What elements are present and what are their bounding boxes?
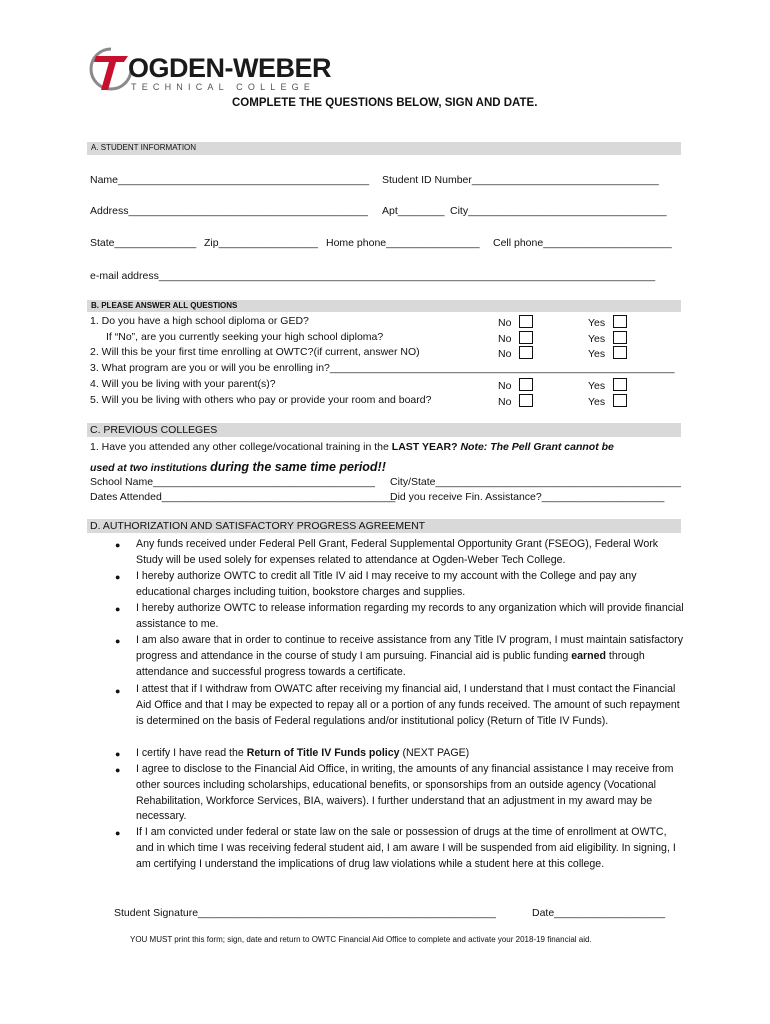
no-label: No <box>498 317 512 329</box>
bullet-icon: ● <box>115 765 121 775</box>
yes-label: Yes <box>588 333 606 345</box>
q1b-yes <box>588 331 627 345</box>
address-field[interactable]: Address_________________________________________ <box>90 205 368 217</box>
section-b-header <box>87 300 681 312</box>
question-3[interactable]: 3. What program are you or will you be enrolling in?___________________________________________________________ <box>90 362 675 374</box>
agreement-item-4 <box>136 633 684 680</box>
student-signature-field[interactable]: Student Signature___________________________________________________ <box>114 907 496 919</box>
q4-no <box>498 378 533 392</box>
signature-date-field[interactable]: Date___________________ <box>532 907 666 919</box>
q5-no-checkbox[interactable] <box>519 394 533 407</box>
yes-label: Yes <box>588 348 606 360</box>
q2-no-checkbox[interactable] <box>519 346 533 359</box>
home-phone-field[interactable]: Home phone________________ <box>326 237 480 249</box>
bullet-icon: ● <box>115 604 121 614</box>
q5-no <box>498 394 533 408</box>
agreement-item-8: If I am convicted under federal or state law on the sale or possession of drugs at the time of enrollment at OWTC, and in which time I was receiving federal student aid, I am aware I will be suspended from aid eligibility. In signing, I am certifying I understand the implications of drug law violations while a student here at this college. <box>136 826 676 870</box>
yes-label: Yes <box>588 380 606 392</box>
q5-yes <box>588 394 627 408</box>
no-label: No <box>498 380 512 392</box>
bullet-icon: ● <box>115 828 121 838</box>
state-field[interactable]: State______________ <box>90 237 197 249</box>
question-4: 4. Will you be living with your parent(s)? <box>90 378 276 390</box>
logo-brand-line2: TECHNICAL COLLEGE <box>131 82 316 92</box>
q4-yes-checkbox[interactable] <box>613 378 627 391</box>
city-field[interactable]: City__________________________________ <box>450 205 667 217</box>
bullet-icon: ● <box>115 636 121 646</box>
page-title: COMPLETE THE QUESTIONS BELOW, SIGN AND DATE. <box>232 97 538 109</box>
yes-label: Yes <box>588 396 606 408</box>
bullet-icon: ● <box>115 540 121 550</box>
bullet-icon: ● <box>115 749 121 759</box>
section-a-header <box>87 142 681 155</box>
agreement-item-3: I hereby authorize OWTC to release information regarding my records to any organization which will provide financial assistance to me. <box>136 602 684 630</box>
agreement-item-5: I attest that if I withdraw from OWATC after receiving my financial aid, I understand that I must contact the Financial Aid Office and that I may be expected to repay all or a portion of any funds received. The amount of such repayment is determined on the basis of Federal regulations and/or institutional policy (Return of Title IV Funds). <box>136 683 680 727</box>
q1b-no <box>498 331 533 345</box>
pc-last-year: LAST YEAR? <box>391 441 458 453</box>
agreement-item-7: I agree to disclose to the Financial Aid Office, in writing, the amounts of any financial assistance I may receive from other sources including scholarships, educational benefits, or sponsorships from an outside agency (Vocational Rehabilitation, Workforce Services, BIA, waivers). I further understand that an adjustment in my award may be necessary. <box>136 763 674 823</box>
q1-no-checkbox[interactable] <box>519 315 533 328</box>
section-c-heading: C. PREVIOUS COLLEGES <box>90 424 218 436</box>
agreement-item-1: Any funds received under Federal Pell Grant, Federal Supplemental Opportunity Grant (FSEOG), Federal Work Study will be used solely for expenses related to attendance at Ogden-Weber Tech College. <box>136 538 659 566</box>
section-a-heading: A. STUDENT INFORMATION <box>91 143 197 152</box>
item6-text-c: (NEXT PAGE) <box>399 747 470 759</box>
pc-warning-a: used at two institutions <box>90 462 211 474</box>
section-b-heading: B. PLEASE ANSWER ALL QUESTIONS <box>91 301 238 310</box>
name-field[interactable]: Name___________________________________________ <box>90 174 370 186</box>
student-id-field[interactable]: Student ID Number________________________________ <box>382 174 659 186</box>
pc-warning-b: during the same time period!! <box>210 460 386 474</box>
yes-label: Yes <box>588 317 606 329</box>
question-5: 5. Will you be living with others who pay or provide your room and board? <box>90 394 432 406</box>
city-state-field[interactable]: City/State__________________________________________ <box>390 476 681 488</box>
question-1b: If “No”, are you currently seeking your high school diploma? <box>106 331 384 343</box>
footer-instructions: YOU MUST print this form; sign, date and return to OWTC Financial Aid Office to complete and activate your 2018-19 financial aid. <box>130 935 592 944</box>
pc-text-a: 1. Have you attended any other college/vocational training in the <box>90 441 392 453</box>
email-field[interactable]: e-mail address_____________________________________________________________________________________ <box>90 270 656 282</box>
section-c-header <box>87 423 681 437</box>
q1-yes <box>588 315 627 329</box>
bullet-icon: ● <box>115 686 121 696</box>
no-label: No <box>498 333 512 345</box>
previous-college-question <box>90 441 614 453</box>
apt-field[interactable]: Apt________ <box>382 205 445 217</box>
q2-yes <box>588 346 627 360</box>
question-2: 2. Will this be your first time enrolling at OWTC?(if current, answer NO) <box>90 346 420 358</box>
q2-yes-checkbox[interactable] <box>613 346 627 359</box>
q5-yes-checkbox[interactable] <box>613 394 627 407</box>
agreement-item-2: I hereby authorize OWTC to credit all Title IV aid I may receive to my account with the College and pay any educational charges including tuition, bookstore charges and supplies. <box>136 570 637 598</box>
section-d-header <box>87 519 681 533</box>
dates-attended-field[interactable]: Dates Attended________________________________________ <box>90 491 396 503</box>
q4-yes <box>588 378 627 392</box>
no-label: No <box>498 396 512 408</box>
previous-college-warning <box>90 458 386 476</box>
item6-text-a: I certify I have read the <box>136 747 247 759</box>
school-name-field[interactable]: School Name______________________________________ <box>90 476 375 488</box>
item4-earned: earned <box>571 649 606 662</box>
item6-policy: Return of Title IV Funds policy <box>246 747 400 759</box>
q4-no-checkbox[interactable] <box>519 378 533 391</box>
question-1: 1. Do you have a high school diploma or GED? <box>90 315 309 327</box>
no-label: No <box>498 348 512 360</box>
bullet-icon: ● <box>115 572 121 582</box>
fin-assistance-field[interactable]: Did you receive Fin. Assistance?_____________________ <box>390 491 665 503</box>
q1b-yes-checkbox[interactable] <box>613 331 627 344</box>
q2-no <box>498 346 533 360</box>
zip-field[interactable]: Zip_________________ <box>204 237 318 249</box>
q1b-no-checkbox[interactable] <box>519 331 533 344</box>
cell-phone-field[interactable]: Cell phone______________________ <box>493 237 672 249</box>
item4-text-c: through attendance and successful progress towards a certificate. <box>136 649 645 678</box>
section-d-heading: D. AUTHORIZATION AND SATISFACTORY PROGRESS AGREEMENT <box>90 520 426 532</box>
agreement-item-6 <box>136 746 684 762</box>
q1-no <box>498 315 533 329</box>
q1-yes-checkbox[interactable] <box>613 315 627 328</box>
pc-note: Note: The Pell Grant cannot be <box>457 441 614 453</box>
logo-brand-line1: OGDEN-WEBER <box>128 53 331 83</box>
item4-text-a: I am also aware that in order to continue to receive assistance from any Title IV program, I must maintain satisfactory progress and attendance in the course of study I am pursuing. Financial aid is public funding <box>136 634 683 662</box>
